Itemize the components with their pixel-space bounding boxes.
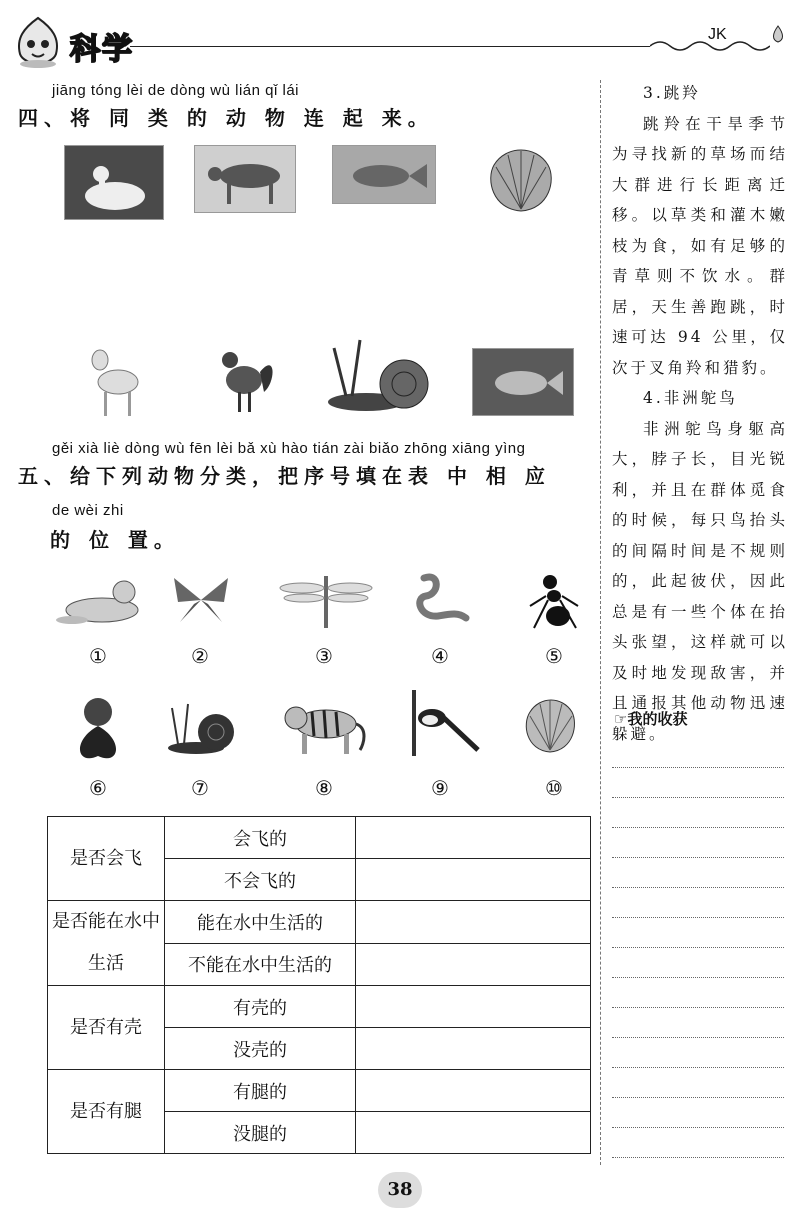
section-3-text: 跳羚在干旱季节为寻找新的草场而结大群进行长距离迁移。以草类和灌木嫩枝为食，如有足够的青草则不饮水。群居，天生善跑跳，时速可达 94 公里，仅次于叉角羚和猎豹。 bbox=[612, 114, 788, 377]
animal-number: ② bbox=[191, 644, 209, 668]
subcategory-cell: 能在水中生活的 bbox=[165, 901, 356, 944]
snail-icon bbox=[166, 702, 238, 760]
subcategory-cell: 不会飞的 bbox=[165, 859, 356, 901]
sidebar-divider bbox=[600, 80, 601, 1165]
animal-number: ① bbox=[89, 644, 107, 668]
answer-cell[interactable] bbox=[356, 986, 591, 1028]
note-line[interactable] bbox=[612, 917, 784, 918]
fish-photo bbox=[332, 145, 436, 204]
section-4-title: 4.非洲鸵鸟 bbox=[643, 389, 738, 407]
note-line[interactable] bbox=[612, 1007, 784, 1008]
drop-icon bbox=[768, 24, 788, 48]
note-line[interactable] bbox=[612, 827, 784, 828]
animal-number: ⑦ bbox=[191, 776, 209, 800]
subcategory-cell: 有腿的 bbox=[165, 1070, 356, 1112]
my-gains-heading bbox=[614, 708, 687, 729]
answer-cell[interactable] bbox=[356, 859, 591, 901]
section-4-text: 非洲鸵鸟身躯高大，脖子长，目光锐利，并且在群体觅食的时候，每只鸟抬头的间隔时间是不规则的，此起彼伏，因此总是有一些个体在抬头张望，这样就可以及时地发现敌害，并且通报其他动物迅速躲避。 bbox=[612, 419, 788, 743]
dog-icon bbox=[52, 572, 142, 632]
note-line[interactable] bbox=[612, 1127, 784, 1128]
animal-number: ⑥ bbox=[89, 776, 107, 800]
note-line[interactable] bbox=[612, 1067, 784, 1068]
sidebar-reading bbox=[612, 78, 788, 749]
ant-icon bbox=[524, 570, 584, 638]
my-gains-label: 我的收获 bbox=[627, 710, 688, 728]
subcategory-cell: 会飞的 bbox=[165, 817, 356, 859]
answer-cell[interactable] bbox=[356, 1028, 591, 1070]
answer-cell[interactable] bbox=[356, 1070, 591, 1112]
answer-cell[interactable] bbox=[356, 817, 591, 859]
dragonfly-icon bbox=[278, 570, 374, 634]
goldfish-icon bbox=[66, 690, 130, 772]
category-cell: 是否有壳 bbox=[48, 986, 165, 1070]
q5-pinyin-2: de wèi zhi bbox=[52, 502, 124, 519]
animal-number: ⑧ bbox=[315, 776, 333, 800]
subcategory-cell: 不能在水中生活的 bbox=[165, 943, 356, 986]
q5-title-1: 五、给下列动物分类，把序号填在表 中 相 应 bbox=[18, 464, 551, 488]
tiger-icon bbox=[282, 694, 366, 762]
mascot-logo bbox=[10, 14, 66, 70]
note-line[interactable] bbox=[612, 797, 784, 798]
duck-photo bbox=[64, 145, 164, 220]
category-cell: 是否能在水中生活 bbox=[48, 901, 165, 986]
animal-number: ⑤ bbox=[545, 644, 563, 668]
q5-title-2: 的 位 置。 bbox=[50, 528, 180, 552]
classification-table bbox=[47, 816, 591, 1154]
note-line[interactable] bbox=[612, 887, 784, 888]
animal-number: ⑨ bbox=[431, 776, 449, 800]
subcategory-cell: 有壳的 bbox=[165, 986, 356, 1028]
category-cell: 是否会飞 bbox=[48, 817, 165, 901]
shell-photo bbox=[484, 143, 558, 219]
series-code: JK bbox=[708, 26, 727, 43]
note-line[interactable] bbox=[612, 1097, 784, 1098]
section-3-title: 3.跳羚 bbox=[643, 84, 701, 102]
q4-title: 四、将 同 类 的 动 物 连 起 来。 bbox=[18, 106, 434, 130]
snail-photo bbox=[326, 336, 436, 420]
answer-cell[interactable] bbox=[356, 901, 591, 944]
magpie-icon bbox=[398, 690, 480, 764]
rooster-photo bbox=[210, 342, 280, 424]
subject-title: 科学 bbox=[70, 32, 134, 67]
earthworm-icon bbox=[410, 572, 470, 632]
note-line[interactable] bbox=[612, 767, 784, 768]
animal-number: ④ bbox=[431, 644, 449, 668]
answer-cell[interactable] bbox=[356, 943, 591, 986]
q4-pinyin: jiāng tóng lèi de dòng wù lián qǐ lái bbox=[52, 82, 299, 99]
category-cell: 是否有腿 bbox=[48, 1070, 165, 1154]
pointing-hand-icon: ☞ bbox=[614, 710, 628, 728]
q5-pinyin-1: gěi xià liè dòng wù fēn lèi bǎ xù hào tián zài biǎo zhōng xiāng yìng bbox=[52, 440, 526, 457]
subcategory-cell: 没壳的 bbox=[165, 1028, 356, 1070]
note-line[interactable] bbox=[612, 1157, 784, 1158]
header-rule bbox=[130, 46, 650, 47]
note-line[interactable] bbox=[612, 857, 784, 858]
cow-photo bbox=[194, 145, 296, 213]
animal-number: ③ bbox=[315, 644, 333, 668]
butterfly-icon bbox=[168, 572, 234, 632]
subcategory-cell: 没腿的 bbox=[165, 1112, 356, 1154]
goat-photo bbox=[78, 342, 148, 424]
note-line[interactable] bbox=[612, 947, 784, 948]
shell-icon bbox=[520, 696, 580, 760]
red-fish-photo bbox=[472, 348, 574, 416]
answer-cell[interactable] bbox=[356, 1112, 591, 1154]
note-line[interactable] bbox=[612, 1037, 784, 1038]
note-line[interactable] bbox=[612, 977, 784, 978]
page-number: 38 bbox=[378, 1172, 422, 1208]
animal-number: ⑩ bbox=[545, 776, 563, 800]
